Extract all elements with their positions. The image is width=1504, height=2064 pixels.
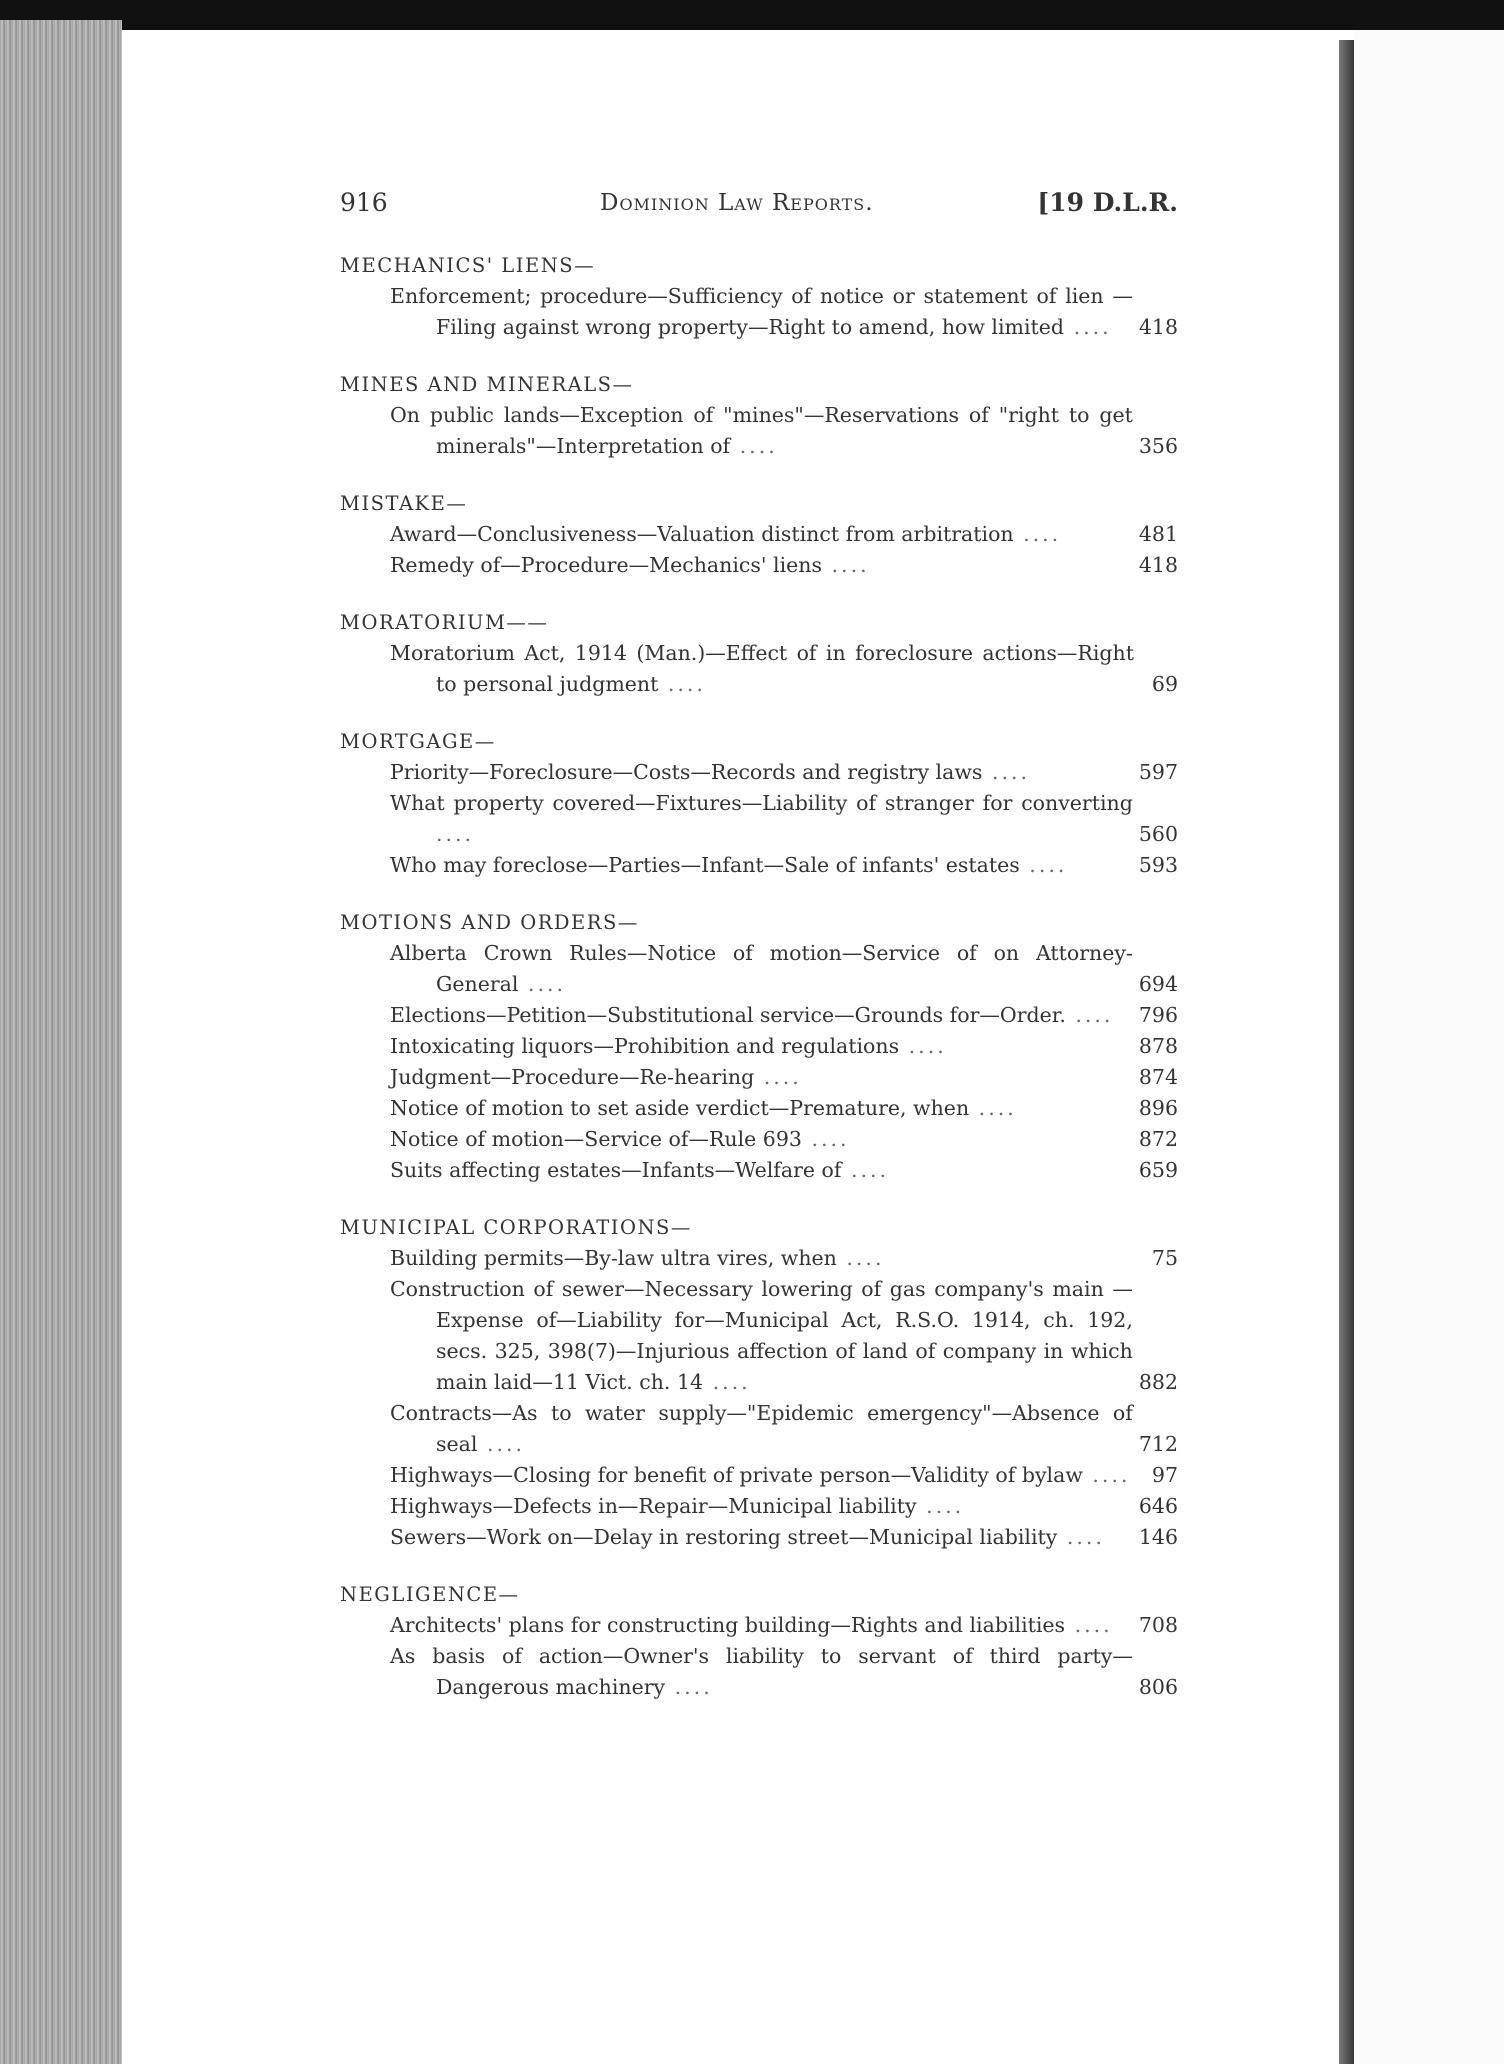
page-reference: 708 — [1138, 1613, 1178, 1637]
section-heading: MISTAKE— — [340, 492, 468, 515]
page-content — [340, 188, 1178, 1729]
index-entry — [340, 638, 1178, 700]
entry-text — [390, 1093, 1133, 1124]
entry-description: Award—Conclusiveness—Valuation distinct from arbitration — [390, 522, 1014, 546]
leader-dots: .... — [801, 1127, 850, 1151]
page-reference: 646 — [1138, 1494, 1178, 1518]
index-body — [340, 250, 1178, 1703]
leader-dots: .... — [703, 1370, 751, 1394]
index-section — [340, 369, 1178, 462]
entry-text — [390, 1243, 1134, 1274]
index-entry — [340, 1124, 1178, 1155]
volume-reference: [19 D.L.R. — [1037, 188, 1178, 217]
index-section — [340, 250, 1178, 343]
entry-text — [390, 1610, 1133, 1641]
leader-dots: .... — [1065, 1003, 1114, 1027]
leader-dots: .... — [1013, 522, 1062, 546]
index-entry — [340, 400, 1178, 462]
index-entry — [340, 757, 1178, 788]
entry-description: Enforcement; procedure—Sufficiency of notice or statement of lien —Filing against wrong property—Right to amend, how limited — [390, 284, 1133, 339]
entry-text — [390, 550, 1133, 581]
leader-dots: .... — [665, 1675, 713, 1699]
page-number: 916 — [340, 188, 388, 217]
page-reference: 593 — [1138, 853, 1178, 877]
index-entry — [340, 519, 1178, 550]
entry-text — [390, 1398, 1133, 1460]
index-entry — [340, 938, 1178, 1000]
leader-dots: .... — [1019, 853, 1068, 877]
entry-description: Suits affecting estates—Infants—Welfare of — [390, 1158, 842, 1182]
leader-dots: .... — [436, 822, 475, 846]
page-reference: 481 — [1138, 522, 1178, 546]
index-entry — [340, 1522, 1178, 1553]
page-reference: 418 — [1138, 553, 1178, 577]
index-section — [340, 907, 1178, 1186]
index-entry — [340, 1062, 1178, 1093]
entry-description: Judgment—Procedure—Re-hearing — [390, 1065, 755, 1089]
book-page-edges — [0, 20, 122, 2064]
entry-text — [390, 281, 1133, 343]
index-entry — [340, 1641, 1178, 1703]
entry-description: Architects' plans for constructing building—Rights and liabilities — [390, 1613, 1066, 1637]
leader-dots: .... — [518, 972, 567, 996]
entry-description: Notice of motion—Service of—Rule 693 — [390, 1127, 802, 1151]
leader-dots: .... — [899, 1034, 947, 1058]
section-heading: MORTGAGE— — [340, 730, 496, 753]
section-heading: MINES AND MINERALS— — [340, 373, 634, 396]
index-entry — [340, 1243, 1178, 1274]
entry-description: Priority—Foreclosure—Costs—Records and registry laws — [390, 760, 983, 784]
section-heading: MORATORIUM—— — [340, 611, 549, 634]
page-reference: 796 — [1138, 1003, 1178, 1027]
entry-text — [390, 1460, 1134, 1491]
scan-top-edge — [0, 0, 1504, 34]
entry-text — [390, 757, 1133, 788]
entry-text — [390, 1641, 1133, 1703]
page-reference: 882 — [1138, 1370, 1178, 1394]
page-reference: 712 — [1138, 1432, 1178, 1456]
leader-dots: .... — [730, 434, 778, 458]
index-entry — [340, 1491, 1178, 1522]
entry-text — [390, 1274, 1133, 1398]
index-section — [340, 488, 1178, 581]
entry-text — [390, 850, 1133, 881]
entry-text — [390, 400, 1133, 462]
index-entry — [340, 1155, 1178, 1186]
index-entry — [340, 850, 1178, 881]
running-header — [340, 188, 1178, 228]
section-heading: MECHANICS' LIENS— — [340, 254, 596, 277]
entry-description: Moratorium Act, 1914 (Man.)—Effect of in foreclosure actions—Right to personal judgment — [390, 641, 1134, 696]
index-section — [340, 726, 1178, 881]
entry-description: Building permits—By-law ultra vires, when — [390, 1246, 837, 1270]
entry-description: What property covered—Fixtures—Liability of stranger for converting — [390, 791, 1133, 815]
entry-description: As basis of action—Owner's liability to servant of third party—Dangerous machinery — [390, 1644, 1133, 1699]
leader-dots: .... — [1064, 315, 1112, 339]
entry-description: Who may foreclose—Parties—Infant—Sale of infants' estates — [390, 853, 1020, 877]
index-section — [340, 1212, 1178, 1553]
entry-text — [390, 1522, 1133, 1553]
page-reference: 356 — [1138, 434, 1178, 458]
section-heading: MUNICIPAL CORPORATIONS— — [340, 1216, 692, 1239]
leader-dots: .... — [982, 760, 1031, 784]
binding-shadow — [1339, 40, 1354, 2064]
entry-description: Intoxicating liquors—Prohibition and regulations — [390, 1034, 900, 1058]
index-entry — [340, 281, 1178, 343]
index-entry — [340, 788, 1178, 850]
section-heading: MOTIONS AND ORDERS— — [340, 911, 639, 934]
entry-description: Remedy of—Procedure—Mechanics' liens — [390, 553, 823, 577]
leader-dots: .... — [969, 1096, 1017, 1120]
index-entry — [340, 1274, 1178, 1398]
running-title: Dominion Law Reports. — [600, 190, 874, 216]
entry-description: Alberta Crown Rules—Notice of motion—Service of on Attorney-General — [390, 941, 1133, 996]
index-entry — [340, 550, 1178, 581]
leader-dots: .... — [916, 1494, 965, 1518]
facing-page — [1354, 30, 1504, 2064]
index-entry — [340, 1031, 1178, 1062]
page-reference: 806 — [1138, 1675, 1178, 1699]
entry-description: Highways—Defects in—Repair—Municipal liability — [390, 1494, 917, 1518]
index-entry — [340, 1000, 1178, 1031]
leader-dots: .... — [1065, 1613, 1113, 1637]
entry-text — [390, 938, 1133, 1000]
index-entry — [340, 1460, 1178, 1491]
page-reference: 694 — [1138, 972, 1178, 996]
page-reference: 597 — [1138, 760, 1178, 784]
entry-text — [390, 638, 1134, 700]
page-reference: 75 — [1151, 1246, 1178, 1270]
page-reference: 69 — [1151, 672, 1178, 696]
page-reference: 896 — [1138, 1096, 1178, 1120]
page-reference: 418 — [1138, 315, 1178, 339]
leader-dots: .... — [754, 1065, 802, 1089]
leader-dots: .... — [477, 1432, 526, 1456]
leader-dots: .... — [822, 553, 870, 577]
entry-text — [390, 788, 1133, 850]
entry-text — [390, 1062, 1133, 1093]
index-section — [340, 607, 1178, 700]
section-heading: NEGLIGENCE— — [340, 1583, 520, 1606]
index-section — [340, 1579, 1178, 1703]
page-reference: 659 — [1138, 1158, 1178, 1182]
leader-dots: .... — [1082, 1463, 1131, 1487]
entry-description: Elections—Petition—Substitutional service—Grounds for—Order. — [390, 1003, 1066, 1027]
page-reference: 146 — [1138, 1525, 1178, 1549]
entry-description: Contracts—As to water supply—"Epidemic emergency"—Absence of seal — [390, 1401, 1133, 1456]
page-reference: 872 — [1138, 1127, 1178, 1151]
entry-description: Highways—Closing for benefit of private person—Validity of bylaw — [390, 1463, 1083, 1487]
entry-description: Construction of sewer—Necessary lowering of gas company's main —Expense of—Liability for—Municipal Act, R.S.O. 1914, ch. 192, secs. 325, 398(7)—Injurious affection of land of company in which main laid—11 Vict. ch. 14 — [390, 1277, 1133, 1394]
entry-text — [390, 519, 1133, 550]
page-reference: 97 — [1151, 1463, 1178, 1487]
index-entry — [340, 1398, 1178, 1460]
leader-dots: .... — [658, 672, 706, 696]
page-reference: 874 — [1138, 1065, 1178, 1089]
entry-text — [390, 1124, 1133, 1155]
entry-text — [390, 1000, 1133, 1031]
entry-text — [390, 1031, 1133, 1062]
page-reference: 560 — [1138, 822, 1178, 846]
index-entry — [340, 1610, 1178, 1641]
entry-description: On public lands—Exception of "mines"—Reservations of "right to get minerals"—Interpretation of — [390, 403, 1133, 458]
entry-description: Sewers—Work on—Delay in restoring street—Municipal liability — [390, 1525, 1058, 1549]
entry-description: Notice of motion to set aside verdict—Premature, when — [390, 1096, 970, 1120]
leader-dots: .... — [841, 1158, 890, 1182]
entry-text — [390, 1491, 1133, 1522]
leader-dots: .... — [1057, 1525, 1105, 1549]
page-reference: 878 — [1138, 1034, 1178, 1058]
leader-dots: .... — [836, 1246, 885, 1270]
entry-text — [390, 1155, 1133, 1186]
index-entry — [340, 1093, 1178, 1124]
